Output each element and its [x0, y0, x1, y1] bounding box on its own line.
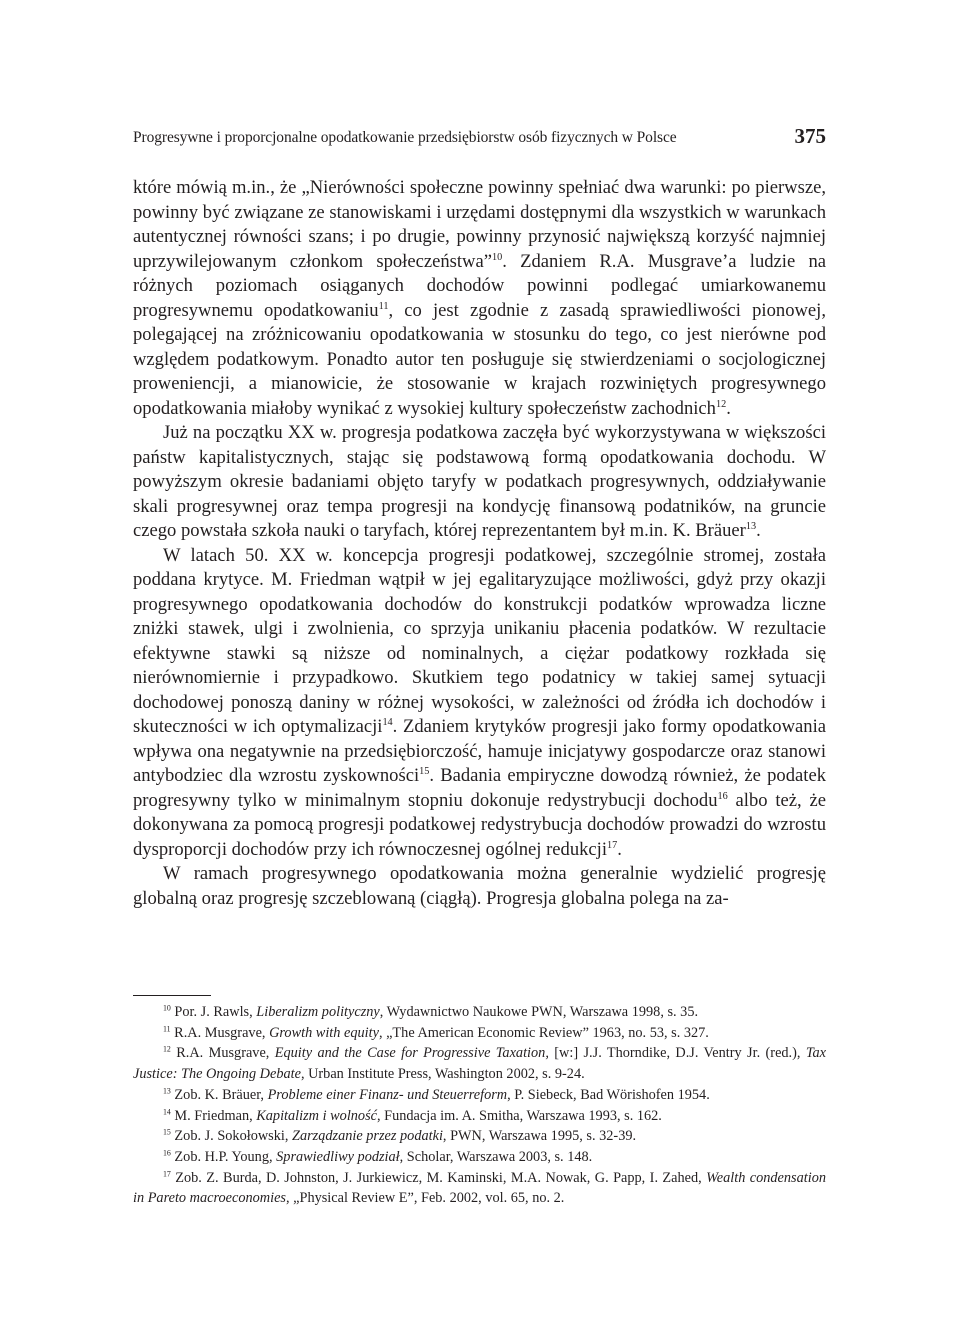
footnote-ref[interactable]: 10: [491, 251, 503, 263]
running-title: Progresywne i proporcjonalne opodatkowanie przedsiębiorstw osób fizycznych w Polsce: [133, 129, 677, 146]
main-text: [133, 176, 826, 911]
footnote: $^{12}$ R.A. Musgrave, Equity and the Case for Progressive Taxation, [w:] J.J. Thorndike, D.J. Ventry Jr. (red.), Tax Justice: The Ongoing Debate, Urban Institute Press, Washington 2002, s. 9-24.: [133, 1044, 826, 1083]
running-header: [133, 124, 826, 154]
footnote: $^{10}$ Por. J. Rawls, Liberalizm polityczny, Wydawnictwo Naukowe PWN, Warszawa 1998, s. 35.: [163, 1003, 699, 1020]
paragraph: W latach 50. XX w. koncepcja progresji podatkowej, szczególnie stromej, została poddana krytyce. M. Friedman wątpił w jej egalitaryzujące możliwości, gdyż przy okazji progresywnego opodatkowania dochodów do konstrukcji podatków wprowadza liczne zniżki stawek, ulgi i zwolnienia, co sprzyja unikaniu płacenia podatków. W rezultacie efektywne stawki są niższe od nominalnych, a ciężar podatkowy rozkłada się nierównomiernie i przypadkowo. Skutkiem tego podatnicy w takiej samej sytuacji dochodowej ponoszą daniny w różnej wysokości, w zależności od źródła ich dochodów i skuteczności w ich optymalizacji$^{14}$. Zdaniem krytyków progresji jako formy opodatkowania wpływa ona negatywnie na przedsiębiorczość, hamuje inicjatywy gospodarcze oraz stanowi antybodziec dla wzrostu zyskowności$^{15}$. Badania empiryczne dowodzą również, że podatek progresywny tylko w minimalnym stopniu dokonuje redystrybucji dochodu$^{16}$ albo też, że dokonywana za pomocą progresji podatkowej redystrybucja dochodów prowadzi do wzrostu dysproporcji dochodów przy ich równoczesnej ogólnej redukcji$^{17}$.: [133, 544, 826, 860]
footnote: $^{14}$ M. Friedman, Kapitalizm i wolność, Fundacja im. A. Smitha, Warszawa 1993, s. 162.: [163, 1107, 662, 1124]
footnotes: [133, 1002, 826, 1209]
footnote: $^{13}$ Zob. K. Bräuer, Probleme einer Finanz- und Steuerreform, P. Siebeck, Bad Wörishofen 1954.: [163, 1086, 710, 1103]
footnote-ref[interactable]: 11: [378, 300, 389, 312]
paragraph: które mówią m.in., że „Nierówności społeczne powinny spełniać dwa warunki: po pierwsze, powinny być związane ze stanowiskami i urzędami dostępnymi dla wszystkich w warunkach autentycznej równości szans; i po drugie, powinny przynosić największą korzyść najmniej uprzywilejowanym członkom społeczeństwa”$^{10}$. Zdaniem R.A. Musgrave’a ludzie na różnych poziomach osiąganych dochodów powinni podlegać umiarkowanemu progresywnemu opodatkowaniu$^{11}$, co jest zgodnie z zasadą sprawiedliwości pionowej, polegającej na zróżnicowaniu opodatkowania w stosunku do tego, co jest nierówne pod względem podatkowym. Ponadto autor ten posługuje się stwierdzeniami o socjologicznej proweniencji, a mianowicie, że stosowanie w krajach rozwiniętych progresywnego opodatkowania miałoby wynikać z wysokiej kultury społeczeństw zachodnich$^{12}$.: [133, 177, 827, 419]
footnote: $^{15}$ Zob. J. Sokołowski, Zarządzanie przez podatki, PWN, Warszawa 1995, s. 32-39.: [163, 1127, 637, 1145]
footnote-ref[interactable]: 13: [745, 520, 757, 532]
paragraph: Już na początku XX w. progresja podatkowa zaczęła być wykorzystywana w większości państw kapitalistycznych, stając się podstawową formą opodatkowania dochodu. W powyższym okresie badaniami objęto taryfy w podatkach progresywnych, oddziaływanie skali progresywnej oraz tempa progresji na kondycję finansową podatników, na gruncie czego powstała szkoła nauki o taryfach, której reprezentantem był m.in. K. Bräuer$^{13}$.: [133, 422, 826, 541]
footnote: $^{16}$ Zob. H.P. Young, Sprawiedliwy podział, Scholar, Warszawa 2003, s. 148.: [163, 1148, 593, 1165]
footnote-ref[interactable]: 15: [419, 765, 430, 777]
footnote-ref[interactable]: 12: [715, 398, 727, 410]
footnote-ref[interactable]: 14: [382, 716, 393, 728]
page-number: 375: [794, 124, 826, 148]
footnote-ref[interactable]: 17: [607, 839, 618, 851]
footnote-ref[interactable]: 16: [717, 790, 728, 802]
footnote: $^{17}$ Zob. Z. Burda, D. Johnston, J. Jurkiewicz, M. Kaminski, M.A. Nowak, G. Papp, I. Zahed, Wealth condensation in Pareto macroeconomies, „Physical Review E”, Feb. 2002, vol. 65, no. 2.: [133, 1169, 826, 1207]
paragraph: W ramach progresywnego opodatkowania można generalnie wydzielić progresję globalną oraz progresję szczeblowaną (ciągłą). Progresja globalna polega na za-: [133, 863, 826, 909]
footnote: $^{11}$ R.A. Musgrave, Growth with equity, „The American Economic Review” 1963, no. 53, s. 327.: [163, 1024, 709, 1041]
footnote-divider: [133, 995, 211, 996]
